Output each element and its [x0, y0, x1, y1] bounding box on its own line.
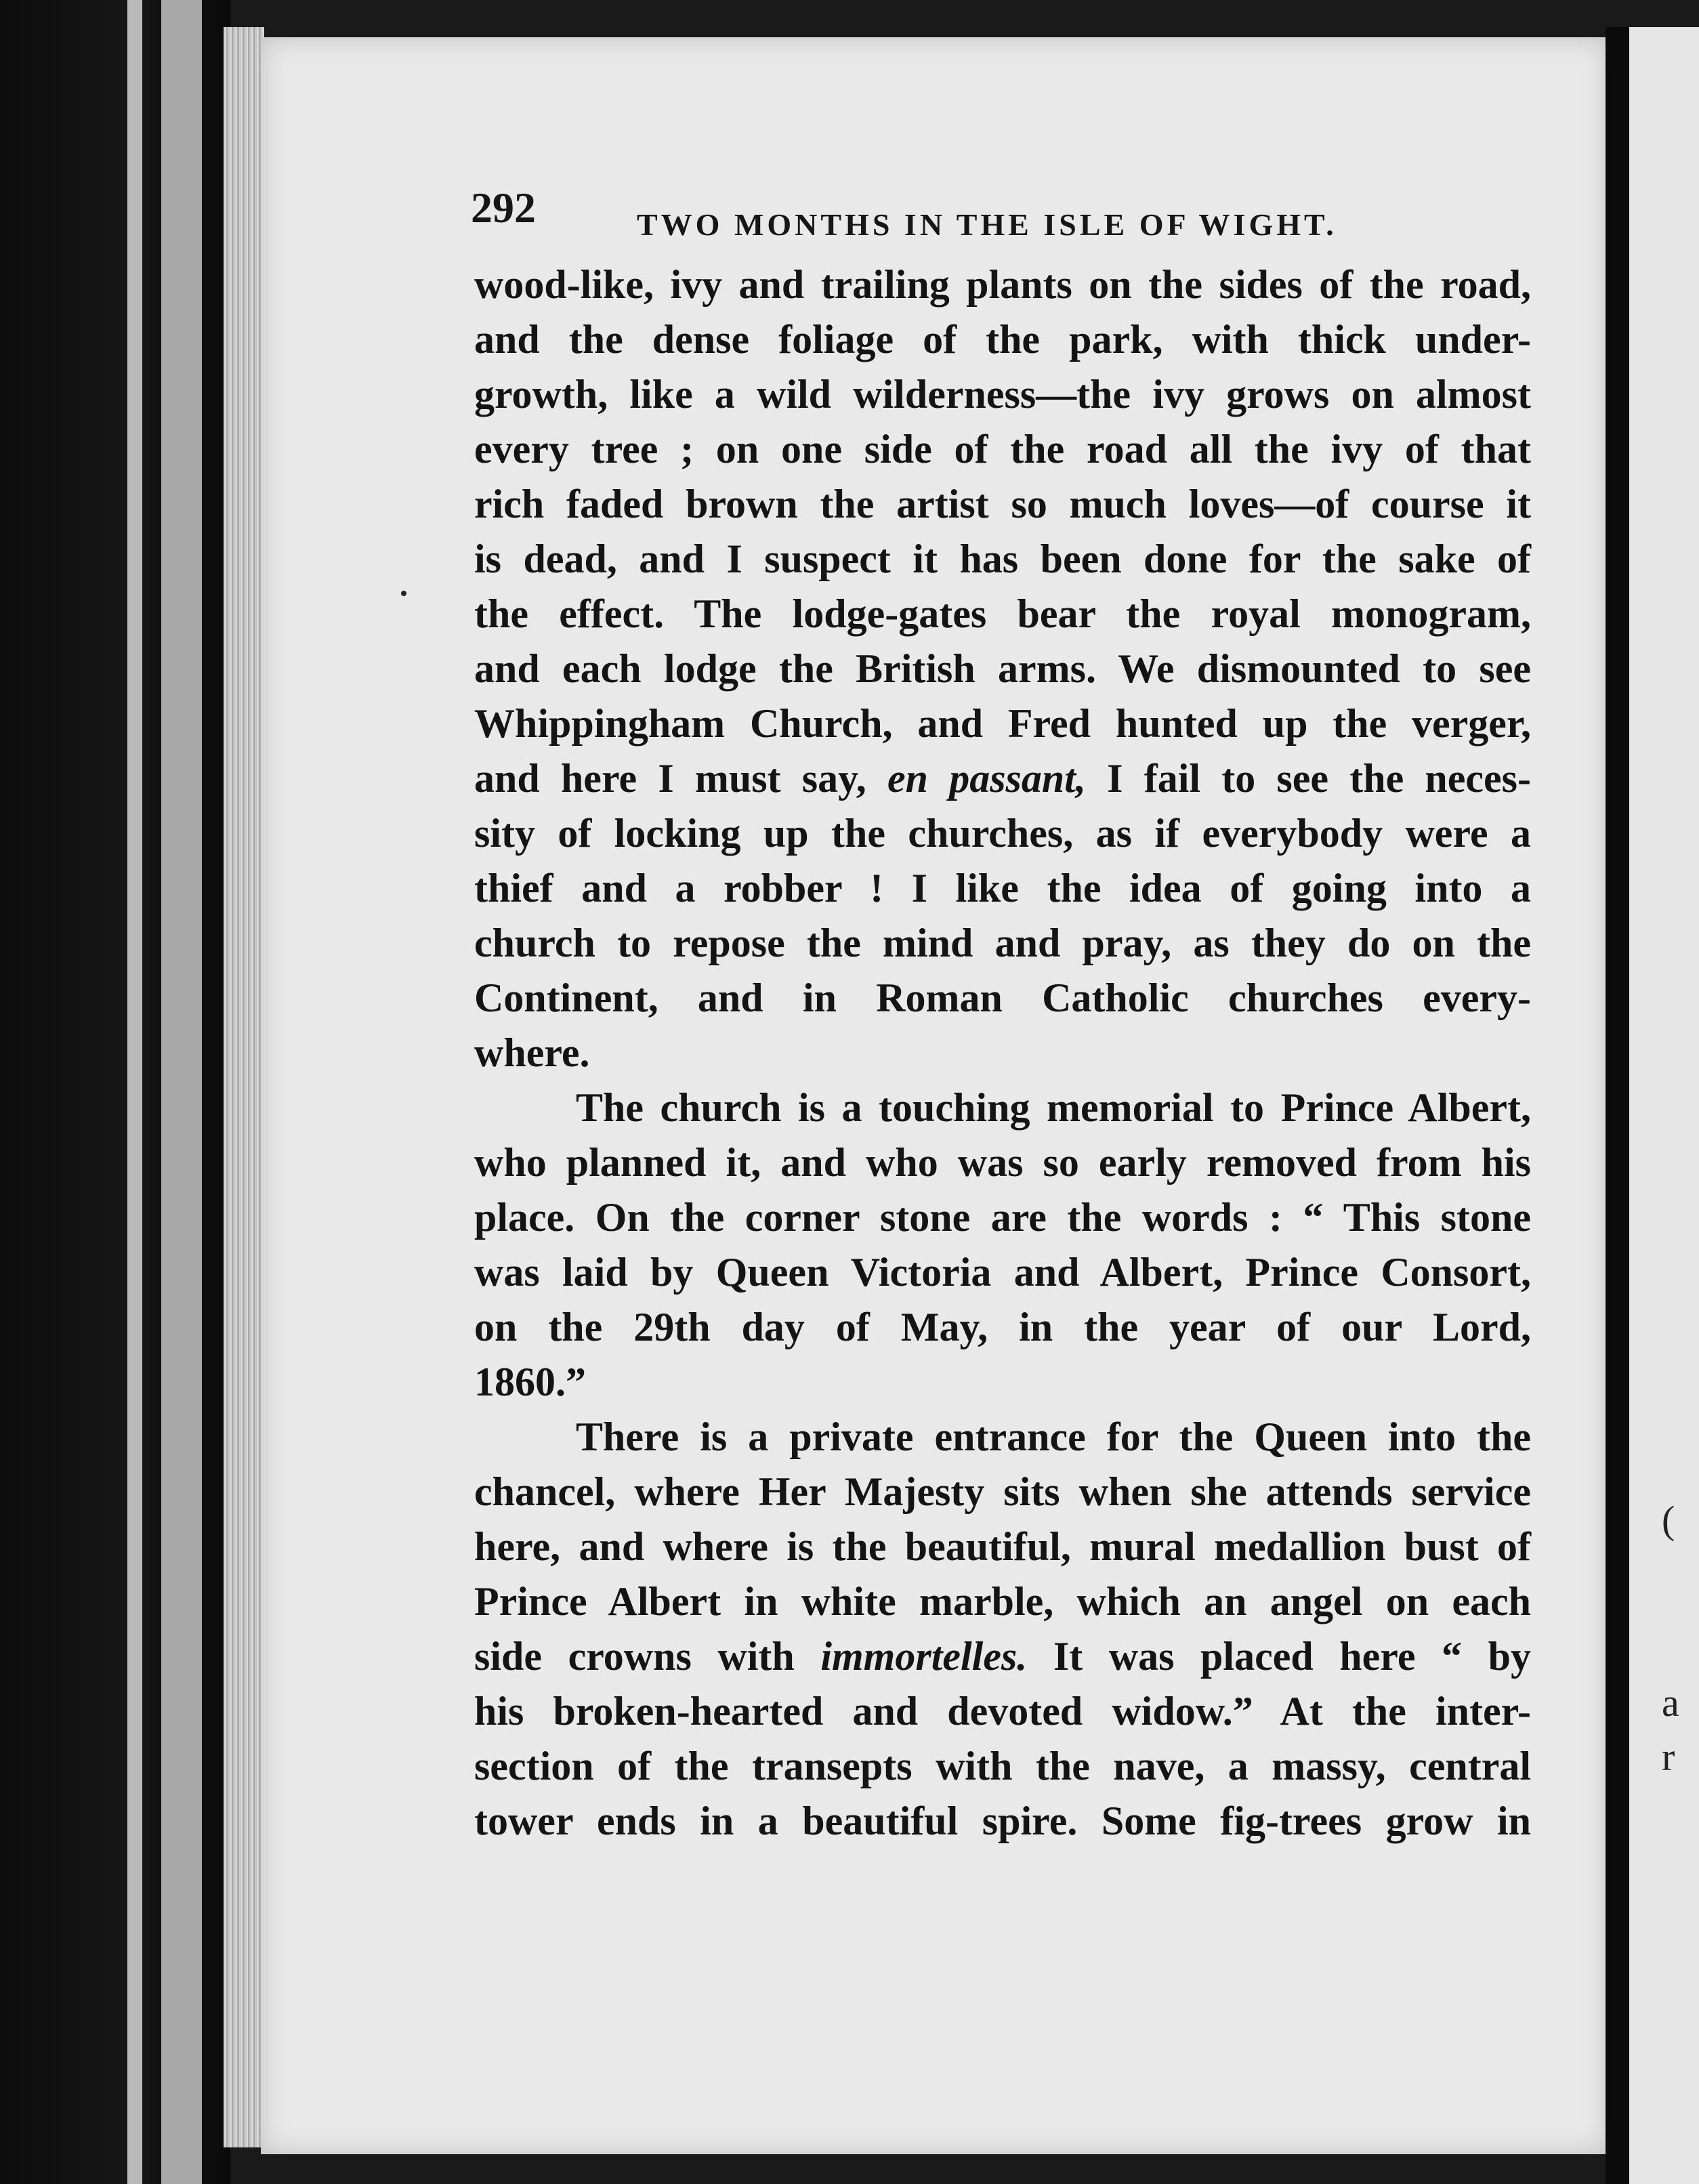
text-line: sity of locking up the churches, as if everybody were a — [474, 811, 1531, 856]
spine-edge-highlight-2 — [161, 0, 202, 2184]
italic-phrase: en passant, — [887, 756, 1086, 801]
text-line: where. — [474, 1030, 590, 1075]
ink-speck — [401, 591, 406, 596]
next-page-fragment: ( — [1662, 1498, 1675, 1542]
text-line: here, and where is the beautiful, mural medallion bust of — [474, 1524, 1531, 1569]
text-line: place. On the corner stone are the words : “ This stone — [474, 1195, 1531, 1240]
text-line: section of the transepts with the nave, a massy, central — [474, 1744, 1531, 1788]
text-line: every tree ; on one side of the road all the ivy of that — [474, 427, 1531, 471]
page-number: 292 — [471, 184, 536, 232]
text-line: growth, like a wild wilderness—the ivy grows on almost — [474, 372, 1531, 417]
spine-edge-highlight — [127, 0, 142, 2184]
next-page-fragment: r — [1662, 1735, 1675, 1779]
text-line: wood-like, ivy and trailing plants on the sides of the road, — [474, 262, 1531, 307]
stacked-page-edges — [224, 27, 264, 2147]
running-title: TWO MONTHS IN THE ISLE OF WIGHT. — [637, 207, 1337, 242]
body-text — [474, 257, 1531, 1849]
text-segment: I fail to see the neces- — [1107, 756, 1531, 801]
text-line: Prince Albert in white marble, which an angel on each — [474, 1579, 1531, 1624]
text-line: thief and a robber ! I like the idea of going into a — [474, 866, 1531, 910]
paragraph-2 — [474, 1080, 1531, 1410]
next-page-sliver — [1629, 27, 1699, 2184]
text-line: Whippingham Church, and Fred hunted up the verger, — [474, 701, 1531, 746]
next-page-fragment: a — [1662, 1681, 1679, 1725]
text-line: is dead, and I suspect it has been done for the sake of — [474, 537, 1531, 581]
text-line: his broken-hearted and devoted widow.” At the inter- — [474, 1689, 1531, 1734]
text-line-with-italic — [474, 751, 1531, 806]
text-line: tower ends in a beautiful spire. Some fig-trees grow in — [474, 1799, 1531, 1843]
text-line: chancel, where Her Majesty sits when she attends service — [474, 1469, 1531, 1514]
text-line: There is a private entrance for the Queen into the — [576, 1414, 1531, 1459]
text-line: on the 29th day of May, in the year of our Lord, — [474, 1305, 1531, 1349]
text-segment: and here I must say, — [474, 756, 866, 801]
text-segment: side crowns with — [474, 1634, 795, 1679]
text-segment: It was placed here “ by — [1053, 1634, 1531, 1679]
text-line: was laid by Queen Victoria and Albert, Prince Consort, — [474, 1250, 1531, 1295]
text-line: the effect. The lodge-gates bear the royal monogram, — [474, 591, 1531, 636]
text-line: church to repose the mind and pray, as they do on the — [474, 921, 1531, 965]
italic-phrase: immortelles. — [820, 1634, 1028, 1679]
text-line: 1860.” — [474, 1360, 586, 1404]
text-line: The church is a touching memorial to Prince Albert, — [576, 1085, 1531, 1130]
paragraph-3 — [474, 1410, 1531, 1849]
text-line: and each lodge the British arms. We dismounted to see — [474, 646, 1531, 691]
text-line: and the dense foliage of the park, with thick under- — [474, 317, 1531, 362]
text-line: Continent, and in Roman Catholic churches every- — [474, 975, 1531, 1020]
text-line: who planned it, and who was so early removed from his — [474, 1140, 1531, 1185]
paragraph-1 — [474, 257, 1531, 1080]
text-line-with-italic — [474, 1629, 1531, 1684]
text-line: rich faded brown the artist so much loves—of course it — [474, 482, 1531, 526]
page-gutter — [1606, 27, 1631, 2184]
